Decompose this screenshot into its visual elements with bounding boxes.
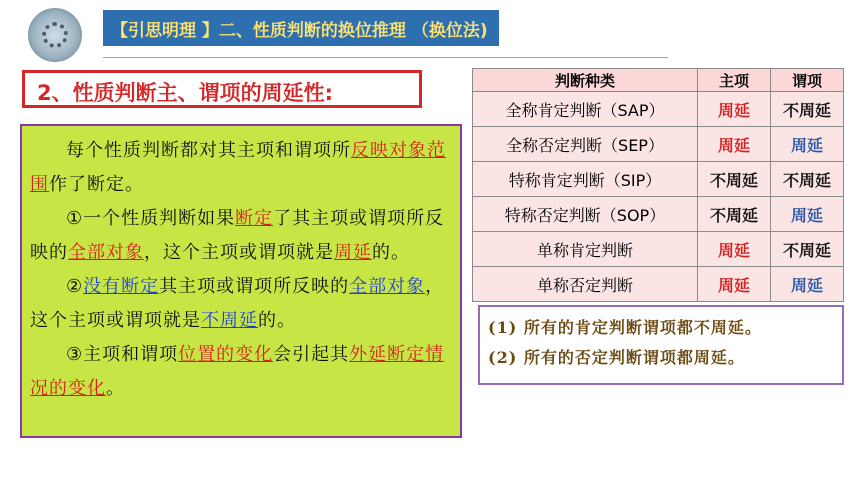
highlight-red: 外延断定情况的变化: [30, 344, 445, 399]
table-row: [473, 232, 844, 267]
text: ，这个主项或谓项就是: [144, 242, 334, 263]
table-header-row: [473, 69, 844, 92]
cell-subject: 周延: [698, 127, 771, 162]
section-heading: [22, 70, 422, 108]
text: 的。: [372, 242, 410, 263]
cell-predicate: 不周延: [771, 92, 844, 127]
cell-predicate: 周延: [771, 197, 844, 232]
highlight-blue: 不周延: [201, 310, 258, 331]
text: 会引起其: [273, 344, 350, 365]
gear-icon: [42, 22, 68, 48]
cell-subject: 不周延: [698, 197, 771, 232]
cell-predicate: 不周延: [771, 232, 844, 267]
distribution-table: [472, 68, 844, 302]
header-kind: 判断种类: [473, 69, 698, 92]
header-subject: 主项: [698, 69, 771, 92]
cell-predicate: 不周延: [771, 162, 844, 197]
highlight-red: 位置的变化: [178, 344, 274, 365]
cell-predicate: 周延: [771, 267, 844, 302]
summary-line-1: (1) 所有的肯定判断谓项都不周延。: [488, 318, 762, 337]
school-logo: [28, 8, 82, 62]
text: ，这个主项或谓项就是: [30, 276, 445, 331]
paragraph-3: [30, 270, 450, 338]
table-row: [473, 197, 844, 232]
highlight-blue: 全部对象: [349, 276, 426, 297]
cell-predicate: 周延: [771, 127, 844, 162]
table-row: [473, 162, 844, 197]
cell-kind: 单称否定判断: [473, 267, 698, 302]
summary-box: [478, 305, 844, 385]
text: 了其主项或谓项所反映的: [30, 208, 445, 263]
text: ③主项和谓项: [66, 344, 179, 365]
highlight-red: 断定: [235, 208, 274, 229]
banner-title: 【引思明理 】二、性质判断的换位推理 （换位法): [111, 21, 488, 41]
highlight-blue: 没有断定: [83, 276, 160, 297]
table-row: [473, 267, 844, 302]
highlight-red: 周延: [334, 242, 372, 263]
cell-kind: 全称否定判断（SEP）: [473, 127, 698, 162]
cell-kind: 特称否定判断（SOP）: [473, 197, 698, 232]
highlight-red: 全部对象: [68, 242, 144, 263]
cell-kind: 全称肯定判断（SAP）: [473, 92, 698, 127]
section-heading-text: 2、性质判断主、谓项的周延性:: [37, 81, 334, 105]
text: 作了断定。: [49, 174, 144, 195]
cell-subject: 周延: [698, 232, 771, 267]
text: 每个性质判断都对其主项和谓项所: [66, 140, 351, 161]
cell-kind: 特称肯定判断（SIP）: [473, 162, 698, 197]
text: ②: [66, 276, 84, 297]
highlight-red: 反映对象范围: [30, 140, 446, 195]
text: ①一个性质判断如果: [66, 208, 236, 229]
text: 的。: [258, 310, 296, 331]
paragraph-2: [30, 202, 450, 270]
paragraph-4: [30, 338, 450, 406]
paragraph-1: [30, 134, 450, 202]
cell-kind: 单称肯定判断: [473, 232, 698, 267]
text: 。: [106, 378, 125, 399]
header-predicate: 谓项: [771, 69, 844, 92]
cell-subject: 不周延: [698, 162, 771, 197]
title-banner: [103, 10, 499, 46]
summary-line-2: (2) 所有的否定判断谓项都周延。: [488, 348, 745, 367]
cell-subject: 周延: [698, 92, 771, 127]
table-row: [473, 92, 844, 127]
table-row: [473, 127, 844, 162]
text: 其主项或谓项所反映的: [159, 276, 350, 297]
cell-subject: 周延: [698, 267, 771, 302]
divider: [103, 57, 668, 58]
explanation-box: [20, 124, 462, 438]
